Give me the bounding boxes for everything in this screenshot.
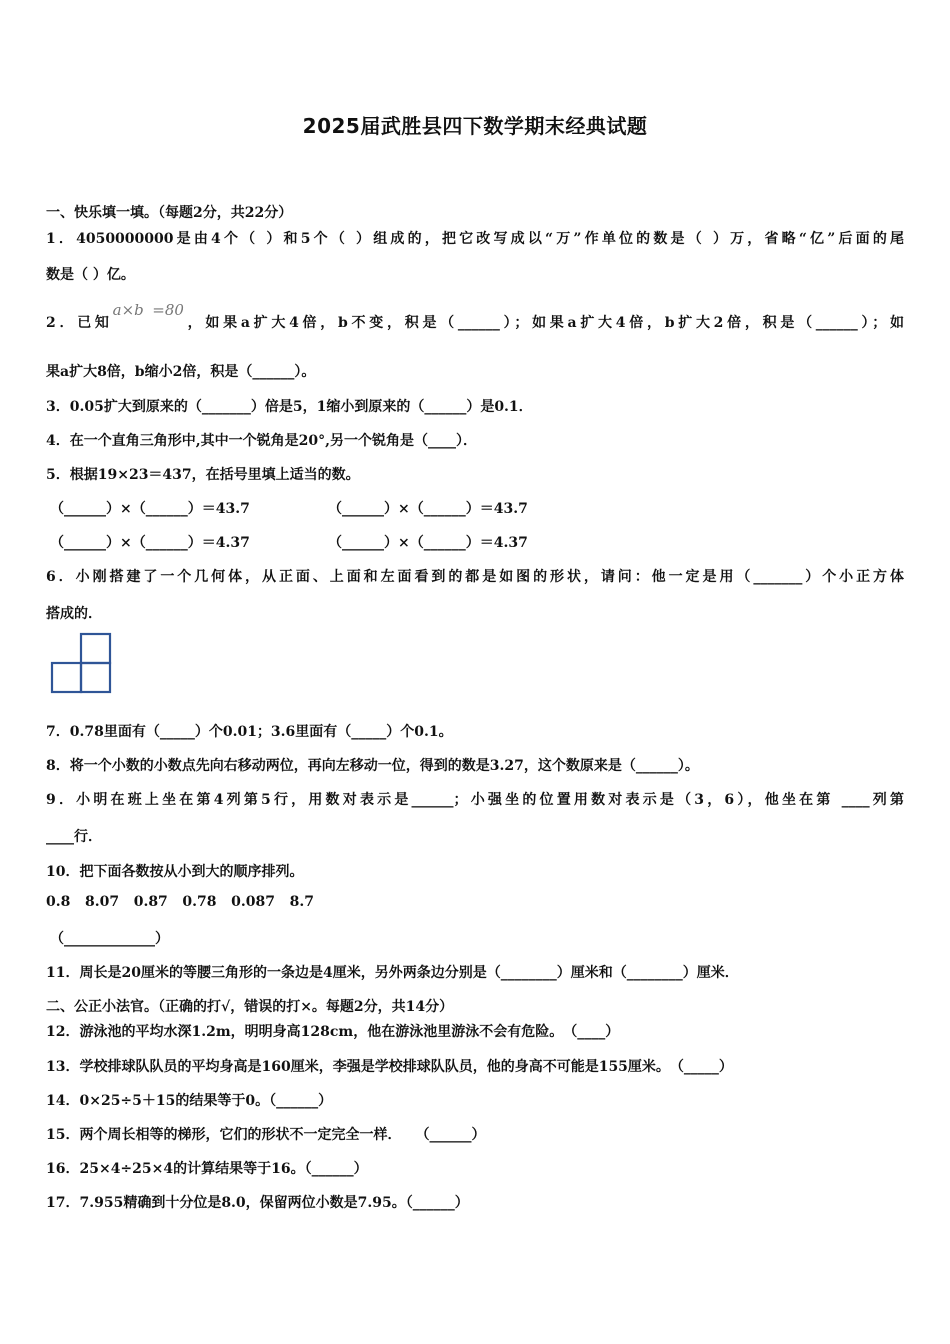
page-title: 2025届武胜县四下数学期末经典试题 (302, 114, 648, 138)
question-2-line-1 (46, 301, 904, 332)
question-11: 11．周长是20厘米的等腰三角形的一条边是4厘米，另外两条边分别是（________）厘米和（________）厘米． (46, 965, 739, 981)
cube-view-figure (50, 632, 114, 696)
question-9-line-2: ____行． (46, 829, 102, 845)
question-9-line-1: 9．小明在班上坐在第4列第5行，用数对表示是______；小强坐的位置用数对表示是（3，6），他坐在第 ____列第 (46, 792, 904, 808)
question-6-line-1: 6．小刚搭建了一个几何体，从正面、上面和左面看到的都是如图的形状，请问：他一定是用（_______）个小正方体 (46, 569, 904, 585)
question-1-line-1: 1．4050000000是由4个（ ）和5个（ ）组成的，把它改写成以“万”作单位的数是（ ）万，省略“亿”后面的尾 (46, 231, 904, 247)
section-1-heading: 一、快乐填一填。（每题2分，共22分） (46, 205, 293, 221)
question-2-prefix: 2．已知 (46, 315, 113, 331)
question-5-row-2-right: （______）×（______）＝4.37 (328, 535, 528, 551)
section-2-heading: 二、公正小法官。（正确的打√，错误的打×。每题2分，共14分） (46, 999, 454, 1015)
question-2-line-2: 果a扩大8倍，b缩小2倍，积是（______）。 (46, 364, 316, 380)
question-15: 15．两个周长相等的梯形，它们的形状不一定完全一样． （______） (46, 1127, 486, 1143)
square-top-right (81, 634, 110, 663)
question-7: 7．0.78里面有（_____）个0.01；3.6里面有（_____）个0.1。 (46, 724, 453, 740)
question-10-numbers: 0.8 8.07 0.87 0.78 0.087 8.7 (46, 894, 314, 910)
formula-image: a×b =80 (112, 301, 184, 319)
question-10-stem: 10．把下面各数按从小到大的顺序排列。 (46, 864, 304, 880)
question-13: 13．学校排球队队员的平均身高是160厘米，李强是学校排球队队员，他的身高不可能是155厘米。 （_____） (46, 1059, 733, 1075)
square-bottom-right (81, 663, 110, 692)
question-5-row-1-right: （______）×（______）＝43.7 (328, 501, 528, 517)
question-5-row-2-left: （______）×（______）＝4.37 (50, 535, 250, 551)
question-5-stem: 5．根据19×23＝437，在括号里填上适当的数。 (46, 467, 360, 483)
question-12: 12．游泳池的平均水深1.2m，明明身高128cm，他在游泳池里游泳不会有危险。 （____） (46, 1024, 620, 1040)
question-17: 17．7.955精确到十分位是8.0，保留两位小数是7.95。（______） (46, 1195, 469, 1211)
question-1-line-2: 数是（ ）亿。 (46, 267, 135, 283)
question-16: 16．25×4÷25×4的计算结果等于16。（______） (46, 1161, 368, 1177)
question-5-row-1-left: （______）×（______）＝43.7 (50, 501, 250, 517)
question-8: 8．将一个小数的小数点先向右移动两位，再向左移动一位，得到的数是3.27，这个数原来是（______）。 (46, 758, 699, 774)
question-10-answer: （_____________） (50, 931, 169, 947)
question-2-suffix: ，如果a扩大4倍，b不变，积是（______）；如果a扩大4倍，b扩大2倍，积是（______）；如 (183, 315, 904, 331)
question-4: 4．在一个直角三角形中,其中一个锐角是20°,另一个锐角是（____）． (46, 433, 477, 449)
square-bottom-left (52, 663, 81, 692)
question-3: 3．0.05扩大到原来的（_______）倍是5，1缩小到原来的（______）是0.1． (46, 399, 533, 415)
question-14: 14．0×25÷5＋15的结果等于0。（______） (46, 1093, 333, 1109)
question-6-line-2: 搭成的． (46, 606, 102, 622)
